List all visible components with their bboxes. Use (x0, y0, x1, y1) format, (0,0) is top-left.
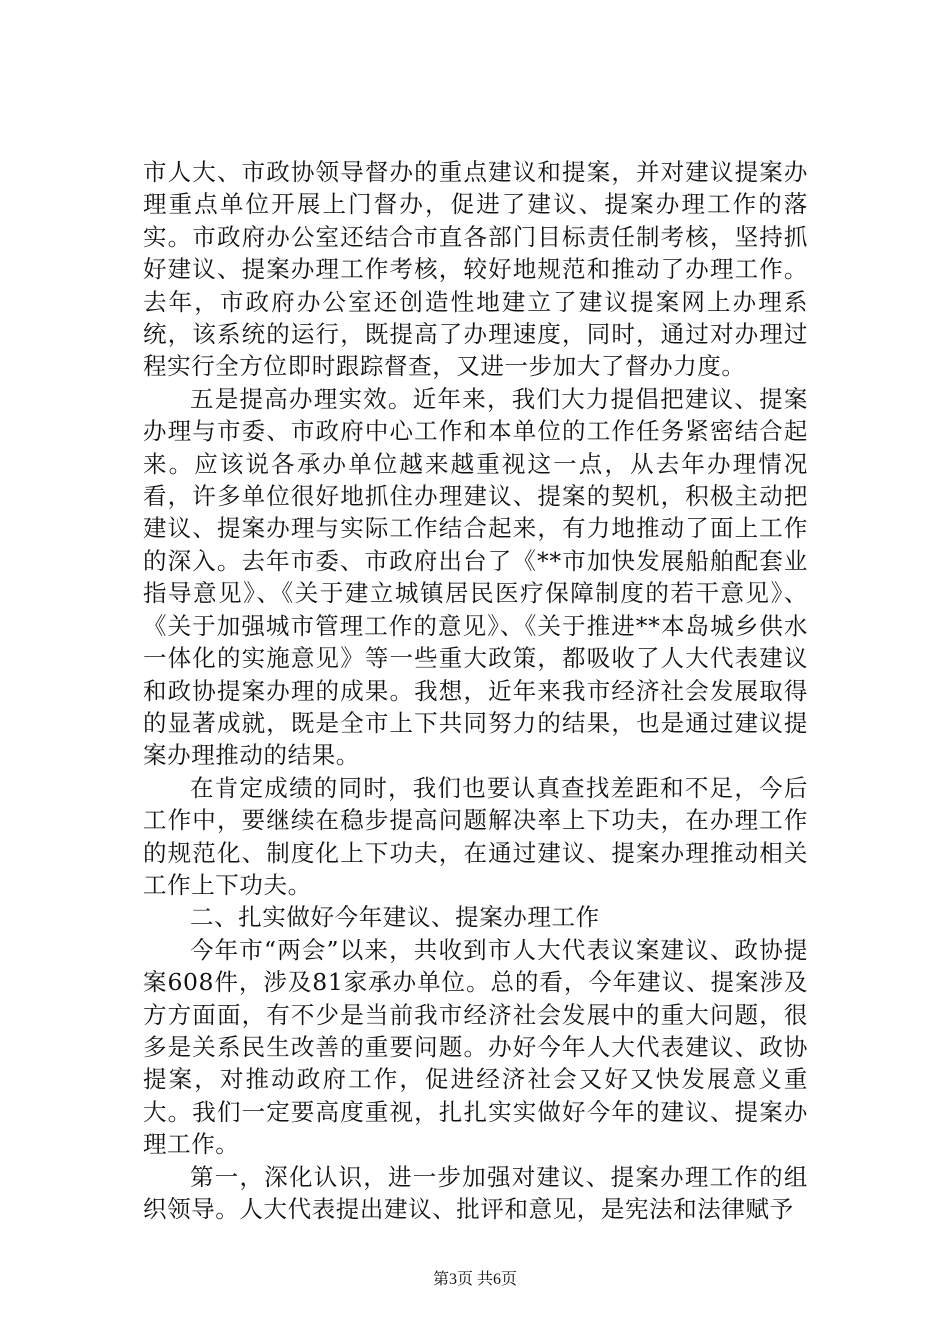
paragraph-point-five: 五是提高办理实效。近年来，我们大力提倡把建议、提案办理与市委、市政府中心工作和本单位的工作任务紧密结合起来。应该说各承办单位越来越重视这一点，从去年办理情况看，许多单位很好地抓住办理建议、提案的契机，积极主动把建议、提案办理与实际工作结合起来，有力地推动了面上工作的深入。去年市委、市政府出台了《**市加快发展船舶配套业指导意见》、《关于建立城镇居民医疗保障制度的若干意见》、《关于加强城市管理工作的意见》、《关于推进**本岛城乡供水一体化的实施意见》等一些重大政策，都吸收了人大代表建议和政协提案办理的成果。我想，近年来我市经济社会发展取得的显著成就，既是全市上下共同努力的结果，也是通过建议提案办理推动的结果。 (143, 384, 808, 770)
paragraph-this-year: 今年市“两会”以来，共收到市人大代表议案建议、政协提案608件，涉及81家承办单位。总的看，今年建议、提案涉及方方面面，有不少是当前我市经济社会发展中的重大问题，很多是关系民生改善的重要问题。办好今年人大代表建议、政协提案，对推动政府工作，促进经济社会又好又快发展意义重大。我们一定要高度重视，扎扎实实做好今年的建议、提案办理工作。 (143, 935, 808, 1159)
document-body (143, 156, 808, 1225)
section-heading-two: 二、扎实做好今年建议、提案办理工作 (190, 903, 600, 932)
paragraph-first-point: 第一，深化认识，进一步加强对建议、提案办理工作的组织领导。人大代表提出建议、批评和意见，是宪法和法律赋予 (143, 1162, 808, 1223)
paragraph-continued: 市人大、市政协领导督办的重点建议和提案，并对建议提案办理重点单位开展上门督办，促进了建议、提案办理工作的落实。市政府办公室还结合市直各部门目标责任制考核，坚持抓好建议、提案办理工作考核，较好地规范和推动了办理工作。去年，市政府办公室还创造性地建立了建议提案网上办理系统，该系统的运行，既提高了办理速度，同时，通过对办理过程实行全方位即时跟踪督查，又进一步加大了督办力度。 (143, 158, 808, 381)
paragraph-shortcomings: 在肯定成绩的同时，我们也要认真查找差距和不足，今后工作中，要继续在稳步提高问题解决率上下功夫，在办理工作的规范化、制度化上下功夫，在通过建议、提案办理推动相关工作上下功夫。 (143, 773, 808, 899)
page-footer: 第3页 共6页 (432, 1271, 517, 1288)
